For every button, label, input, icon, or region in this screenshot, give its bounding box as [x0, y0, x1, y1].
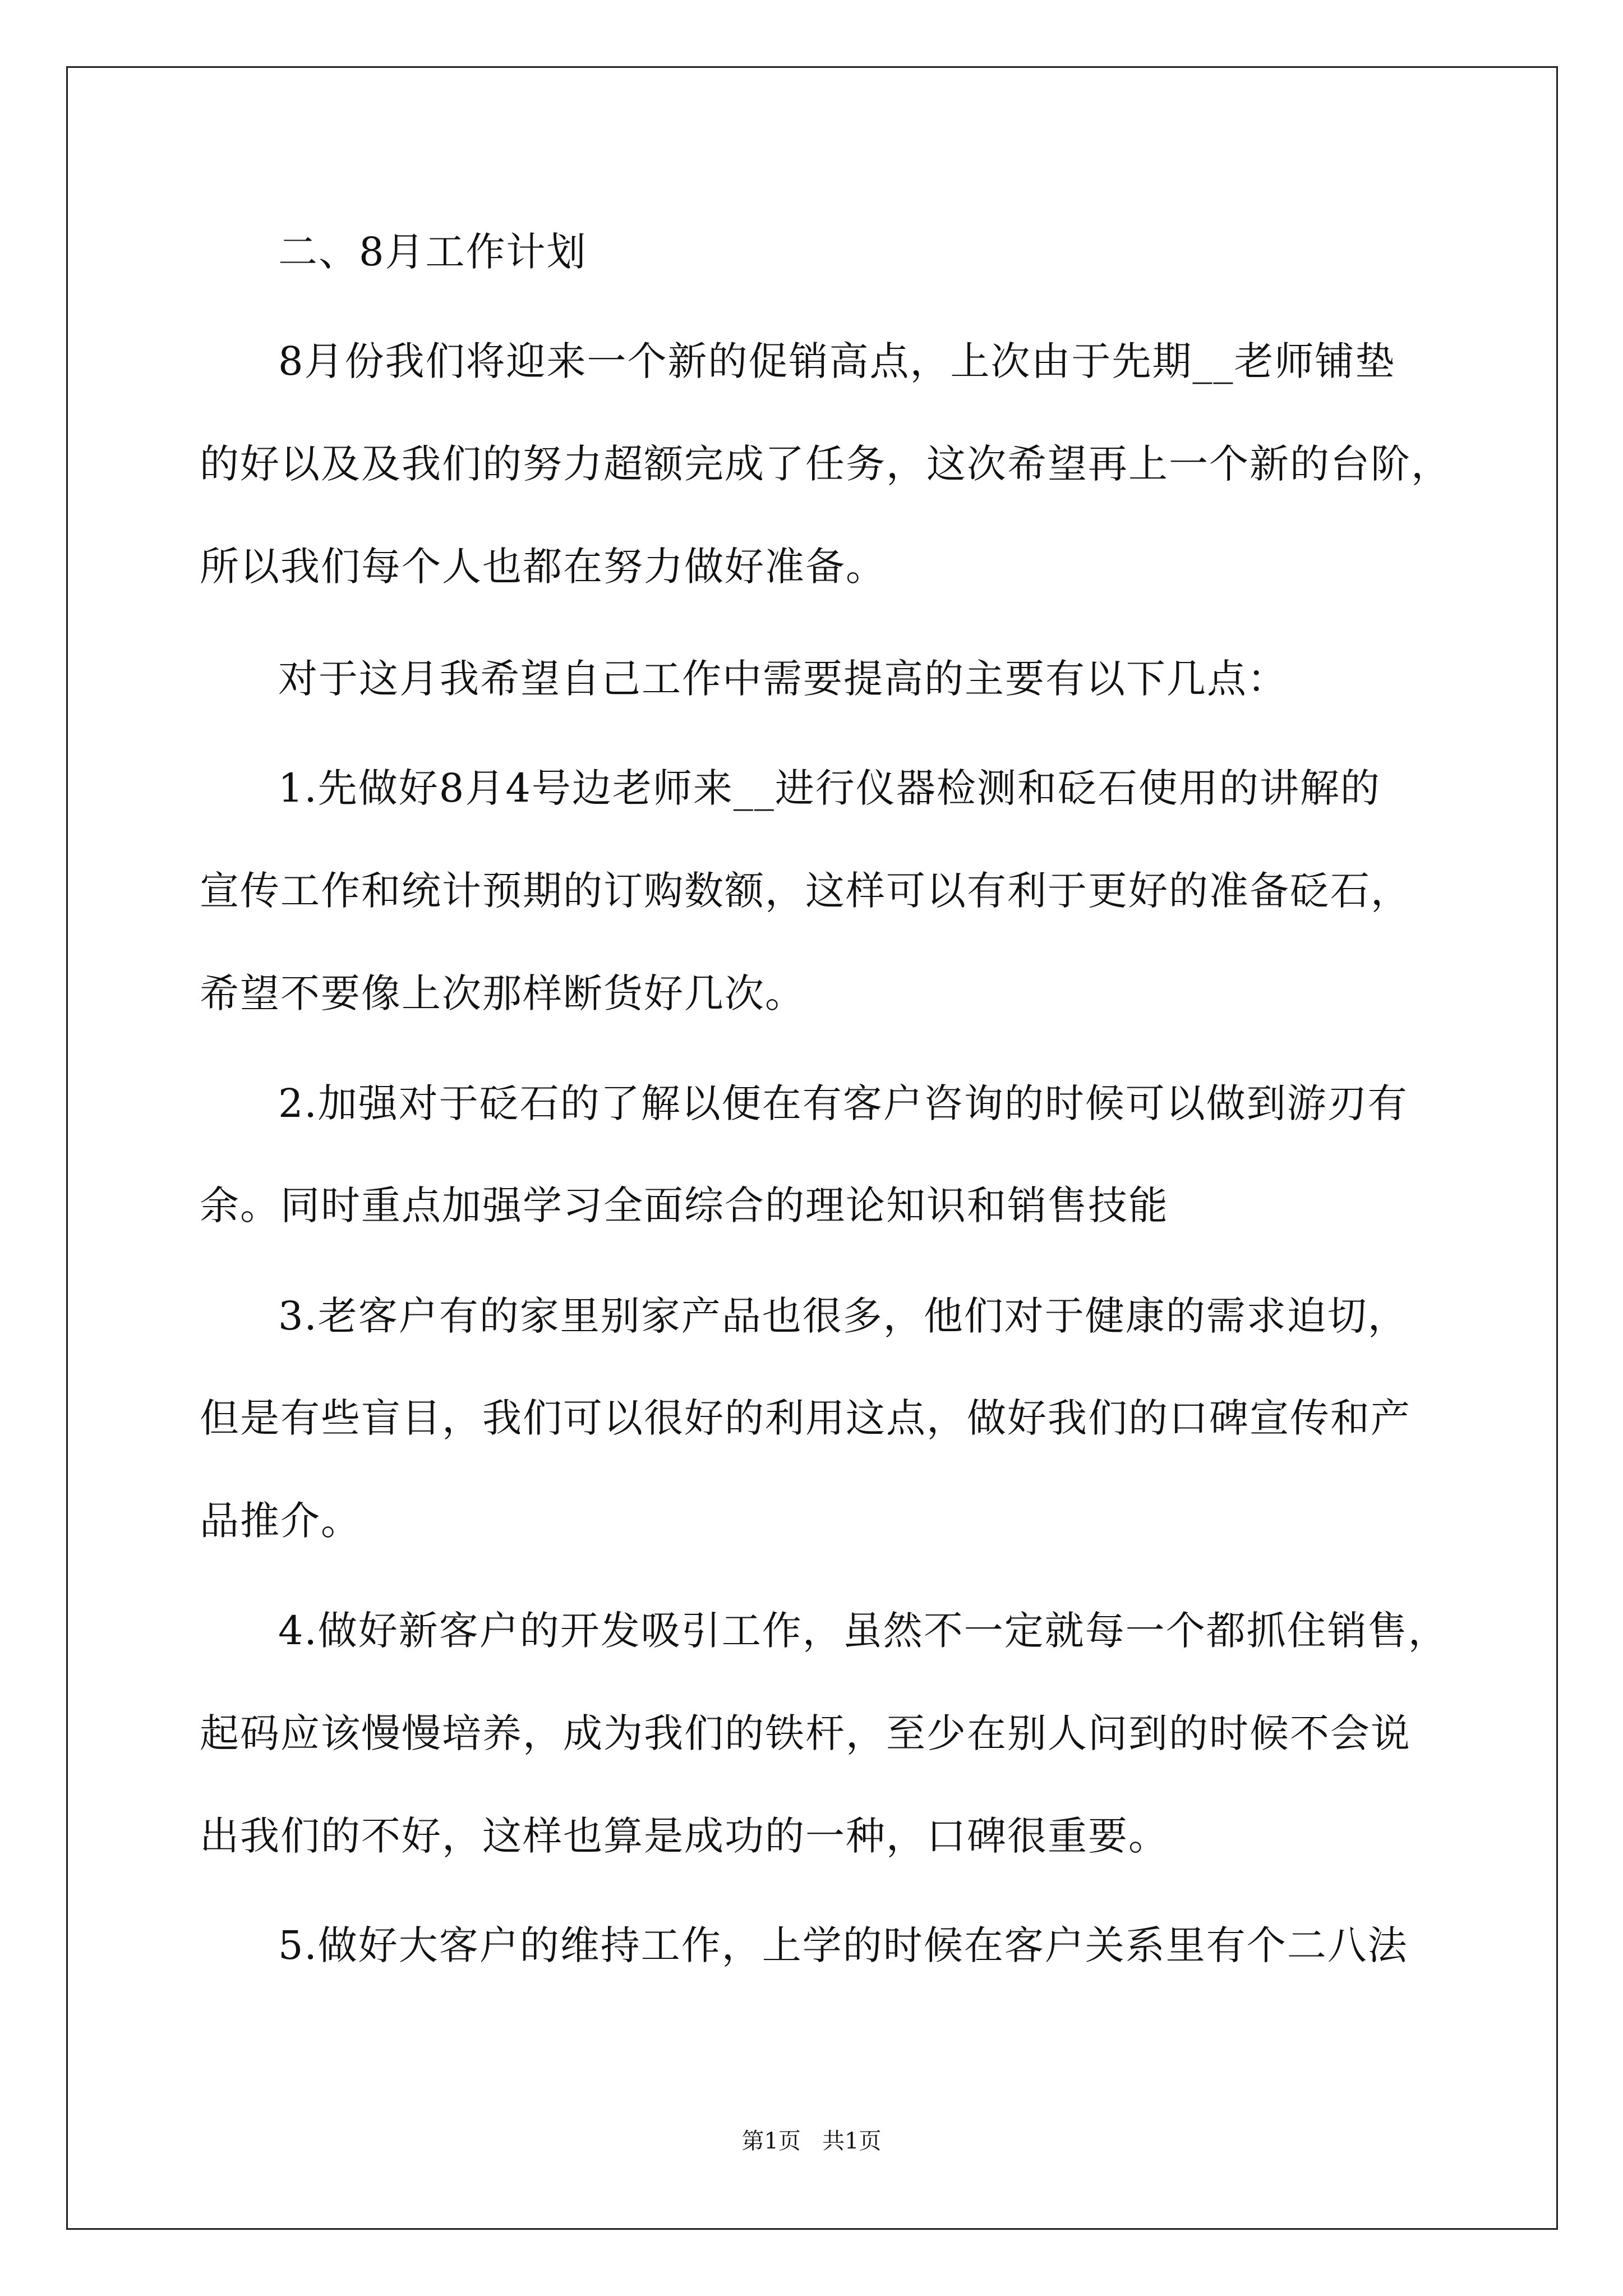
paragraph-line: 所以我们每个人也都在努力做好准备。	[200, 544, 886, 590]
list-item-line: 品推介。	[200, 1498, 361, 1544]
list-item-line: 起码应该慢慢培养，成为我们的铁杆，至少在别人问到的时候不会说	[200, 1710, 1411, 1756]
list-item-line: 希望不要像上次那样断货好几次。	[200, 970, 805, 1016]
list-item-line: 3.老客户有的家里别家产品也很多，他们对于健康的需求迫切，	[278, 1293, 1408, 1339]
list-item-line: 宣传工作和统计预期的订购数额，这样可以有利于更好的准备砭石，	[200, 868, 1411, 914]
list-item-line: 但是有些盲目，我们可以很好的利用这点，做好我们的口碑宣传和产	[200, 1395, 1411, 1441]
list-item-line: 余。同时重点加强学习全面综合的理论知识和销售技能	[200, 1182, 1169, 1228]
list-item-line: 出我们的不好，这样也算是成功的一种，口碑很重要。	[200, 1813, 1169, 1859]
paragraph-line: 8月份我们将迎来一个新的促销高点，上次由于先期__老师铺垫	[278, 338, 1396, 384]
paragraph-line: 对于这月我希望自己工作中需要提高的主要有以下几点：	[278, 656, 1288, 702]
paragraph-line: 的好以及及我们的努力超额完成了任务，这次希望再上一个新的台阶，	[200, 441, 1451, 487]
list-item-line: 2.加强对于砭石的了解以便在有客户咨询的时候可以做到游刃有	[278, 1080, 1408, 1126]
page-border	[66, 66, 1558, 2230]
page-footer: 第1页 共1页	[741, 2128, 882, 2154]
section-heading: 二、8月工作计划	[278, 229, 587, 275]
list-item-line: 5.做好大客户的维持工作，上学的时候在客户关系里有个二八法	[278, 1922, 1408, 1968]
list-item-line: 4.做好新客户的开发吸引工作，虽然不一定就每一个都抓住销售，	[278, 1608, 1449, 1654]
list-item-line: 1.先做好8月4号边老师来__进行仪器检测和砭石使用的讲解的	[278, 765, 1381, 811]
